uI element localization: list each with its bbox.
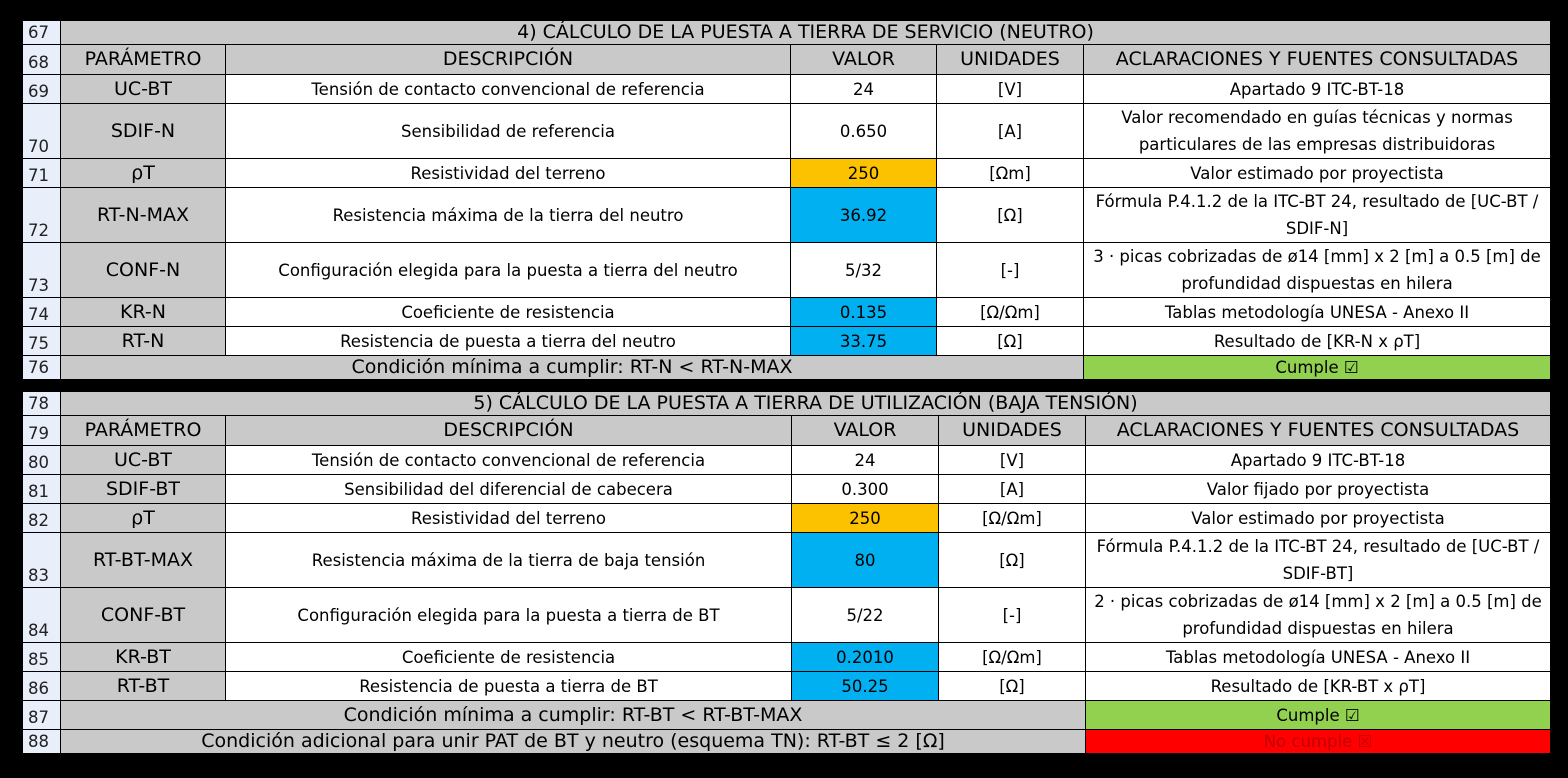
value-cell-computed[interactable]: 0.135	[791, 298, 937, 327]
description-cell[interactable]: Configuración elegida para la puesta a tierra de BT	[226, 588, 792, 643]
section-title[interactable]: 4) CÁLCULO DE LA PUESTA A TIERRA DE SERVICIO (NEUTRO)	[61, 21, 1551, 45]
row-number[interactable]: 79	[23, 416, 61, 446]
header-value[interactable]: VALOR	[791, 45, 937, 75]
row-number[interactable]: 74	[23, 298, 61, 327]
table-row	[23, 327, 1551, 356]
table-row	[23, 104, 1551, 159]
table-row	[23, 588, 1551, 643]
header-notes[interactable]: ACLARACIONES Y FUENTES CONSULTADAS	[1086, 416, 1551, 446]
param-cell[interactable]: UC-BT	[61, 75, 226, 104]
description-cell[interactable]: Sensibilidad del diferencial de cabecera	[226, 475, 792, 504]
section-title[interactable]: 5) CÁLCULO DE LA PUESTA A TIERRA DE UTILIZACIÓN (BAJA TENSIÓN)	[61, 392, 1551, 416]
param-cell[interactable]: CONF-BT	[61, 588, 226, 643]
units-cell[interactable]: [A]	[937, 104, 1084, 159]
value-cell-computed[interactable]: 0.2010	[792, 643, 939, 672]
notes-cell[interactable]: Valor fijado por proyectista	[1086, 475, 1551, 504]
table-row	[23, 533, 1551, 588]
value-cell-input[interactable]: 250	[792, 504, 939, 533]
description-cell[interactable]: Coeficiente de resistencia	[226, 643, 792, 672]
units-cell[interactable]: [Ω/Ωm]	[937, 298, 1084, 327]
param-cell[interactable]: KR-N	[61, 298, 226, 327]
condition-row	[23, 701, 1551, 730]
notes-cell[interactable]: 2 · picas cobrizadas de ø14 [mm] x 2 [m] a 0.5 [m] de profundidad dispuestas en hilera	[1086, 588, 1551, 643]
units-cell[interactable]: [V]	[937, 75, 1084, 104]
header-param[interactable]: PARÁMETRO	[61, 416, 226, 446]
row-number[interactable]: 84	[23, 588, 61, 643]
notes-cell[interactable]: Fórmula P.4.1.2 de la ITC-BT 24, resultado de [UC-BT / SDIF-N]	[1084, 188, 1551, 243]
notes-cell[interactable]: Tablas metodología UNESA - Anexo II	[1084, 298, 1551, 327]
units-cell[interactable]: [-]	[939, 588, 1086, 643]
param-cell[interactable]: RT-BT-MAX	[61, 533, 226, 588]
description-cell[interactable]: Resistividad del terreno	[226, 159, 791, 188]
table-row	[23, 446, 1551, 475]
header-description[interactable]: DESCRIPCIÓN	[226, 416, 792, 446]
units-cell[interactable]: [Ω/Ωm]	[939, 504, 1086, 533]
units-cell[interactable]: [Ω]	[939, 533, 1086, 588]
value-cell-computed[interactable]: 33.75	[791, 327, 937, 356]
units-cell[interactable]: [Ωm]	[937, 159, 1084, 188]
value-cell-input[interactable]: 250	[791, 159, 937, 188]
param-cell[interactable]: ρT	[61, 159, 226, 188]
description-cell[interactable]: Resistencia de puesta a tierra del neutro	[226, 327, 791, 356]
header-param[interactable]: PARÁMETRO	[61, 45, 226, 75]
table-row	[23, 643, 1551, 672]
notes-cell[interactable]: Valor recomendado en guías técnicas y normas particulares de las empresas distribuidoras	[1084, 104, 1551, 159]
value-cell[interactable]: 24	[792, 446, 939, 475]
row-number[interactable]: 75	[23, 327, 61, 356]
param-cell[interactable]: SDIF-N	[61, 104, 226, 159]
param-cell[interactable]: ρT	[61, 504, 226, 533]
table-row	[23, 475, 1551, 504]
units-cell[interactable]: [-]	[937, 243, 1084, 298]
spreadsheet-section-4	[22, 20, 1550, 380]
row-number[interactable]: 68	[23, 45, 61, 75]
value-cell[interactable]: 0.650	[791, 104, 937, 159]
table-row	[23, 672, 1551, 701]
row-number[interactable]: 72	[23, 188, 61, 243]
description-cell[interactable]: Resistencia máxima de la tierra de baja tensión	[226, 533, 792, 588]
row-number[interactable]: 88	[23, 730, 61, 754]
row-number[interactable]: 80	[23, 446, 61, 475]
value-cell-computed[interactable]: 36.92	[791, 188, 937, 243]
description-cell[interactable]: Coeficiente de resistencia	[226, 298, 791, 327]
condition-result-pass[interactable]: Cumple ☑	[1086, 701, 1551, 730]
units-cell[interactable]: [Ω]	[937, 327, 1084, 356]
row-number[interactable]: 69	[23, 75, 61, 104]
description-cell[interactable]: Tensión de contacto convencional de referencia	[226, 75, 791, 104]
param-cell[interactable]: SDIF-BT	[61, 475, 226, 504]
header-units[interactable]: UNIDADES	[939, 416, 1086, 446]
header-description[interactable]: DESCRIPCIÓN	[226, 45, 791, 75]
param-cell[interactable]: CONF-N	[61, 243, 226, 298]
notes-cell[interactable]: 3 · picas cobrizadas de ø14 [mm] x 2 [m] a 0.5 [m] de profundidad dispuestas en hilera	[1084, 243, 1551, 298]
condition-result-pass[interactable]: Cumple ☑	[1084, 356, 1551, 380]
condition-text[interactable]: Condición mínima a cumplir: RT-N < RT-N-MAX	[61, 356, 1084, 380]
row-number[interactable]: 81	[23, 475, 61, 504]
table-row	[23, 243, 1551, 298]
units-cell[interactable]: [Ω/Ωm]	[939, 643, 1086, 672]
units-cell[interactable]: [A]	[939, 475, 1086, 504]
condition-result-fail[interactable]: No cumple ☒	[1086, 730, 1551, 754]
row-number[interactable]: 82	[23, 504, 61, 533]
units-cell[interactable]: [V]	[939, 446, 1086, 475]
notes-cell[interactable]: Tablas metodología UNESA - Anexo II	[1086, 643, 1551, 672]
table-row	[23, 75, 1551, 104]
description-cell[interactable]: Tensión de contacto convencional de referencia	[226, 446, 792, 475]
value-cell[interactable]: 0.300	[792, 475, 939, 504]
row-number[interactable]: 86	[23, 672, 61, 701]
notes-cell[interactable]: Apartado 9 ITC-BT-18	[1086, 446, 1551, 475]
condition-text[interactable]: Condición adicional para unir PAT de BT y neutro (esquema TN): RT-BT ≤ 2 [Ω]	[61, 730, 1086, 754]
table-row	[23, 504, 1551, 533]
row-number[interactable]: 85	[23, 643, 61, 672]
notes-cell[interactable]: Valor estimado por proyectista	[1086, 504, 1551, 533]
description-cell[interactable]: Resistencia máxima de la tierra del neutro	[226, 188, 791, 243]
param-cell[interactable]: RT-BT	[61, 672, 226, 701]
row-number[interactable]: 78	[23, 392, 61, 416]
description-cell[interactable]: Sensibilidad de referencia	[226, 104, 791, 159]
units-cell[interactable]: [Ω]	[939, 672, 1086, 701]
value-cell[interactable]: 24	[791, 75, 937, 104]
row-number[interactable]: 73	[23, 243, 61, 298]
row-number[interactable]: 71	[23, 159, 61, 188]
row-number[interactable]: 87	[23, 701, 61, 730]
table-row	[23, 298, 1551, 327]
header-notes[interactable]: ACLARACIONES Y FUENTES CONSULTADAS	[1084, 45, 1551, 75]
param-cell[interactable]: KR-BT	[61, 643, 226, 672]
header-value[interactable]: VALOR	[792, 416, 939, 446]
notes-cell[interactable]: Valor estimado por proyectista	[1084, 159, 1551, 188]
notes-cell[interactable]: Resultado de [KR-BT x ρT]	[1086, 672, 1551, 701]
description-cell[interactable]: Resistividad del terreno	[226, 504, 792, 533]
spreadsheet-section-5	[22, 391, 1550, 754]
table-row	[23, 159, 1551, 188]
low-voltage-grounding-table	[22, 391, 1551, 754]
description-cell[interactable]: Configuración elegida para la puesta a tierra del neutro	[226, 243, 791, 298]
param-cell[interactable]: RT-N-MAX	[61, 188, 226, 243]
row-number[interactable]: 67	[23, 21, 61, 45]
value-cell-computed[interactable]: 80	[792, 533, 939, 588]
value-cell-computed[interactable]: 50.25	[792, 672, 939, 701]
row-number[interactable]: 83	[23, 533, 61, 588]
notes-cell[interactable]: Apartado 9 ITC-BT-18	[1084, 75, 1551, 104]
param-cell[interactable]: UC-BT	[61, 446, 226, 475]
units-cell[interactable]: [Ω]	[937, 188, 1084, 243]
condition-row	[23, 730, 1551, 754]
description-cell[interactable]: Resistencia de puesta a tierra de BT	[226, 672, 792, 701]
condition-row	[23, 356, 1551, 380]
notes-cell[interactable]: Resultado de [KR-N x ρT]	[1084, 327, 1551, 356]
header-units[interactable]: UNIDADES	[937, 45, 1084, 75]
value-cell[interactable]: 5/22	[792, 588, 939, 643]
param-cell[interactable]: RT-N	[61, 327, 226, 356]
table-row	[23, 188, 1551, 243]
neutral-grounding-table	[22, 20, 1551, 380]
condition-text[interactable]: Condición mínima a cumplir: RT-BT < RT-BT-MAX	[61, 701, 1086, 730]
row-number[interactable]: 70	[23, 104, 61, 159]
value-cell[interactable]: 5/32	[791, 243, 937, 298]
notes-cell[interactable]: Fórmula P.4.1.2 de la ITC-BT 24, resultado de [UC-BT / SDIF-BT]	[1086, 533, 1551, 588]
row-number[interactable]: 76	[23, 356, 61, 380]
